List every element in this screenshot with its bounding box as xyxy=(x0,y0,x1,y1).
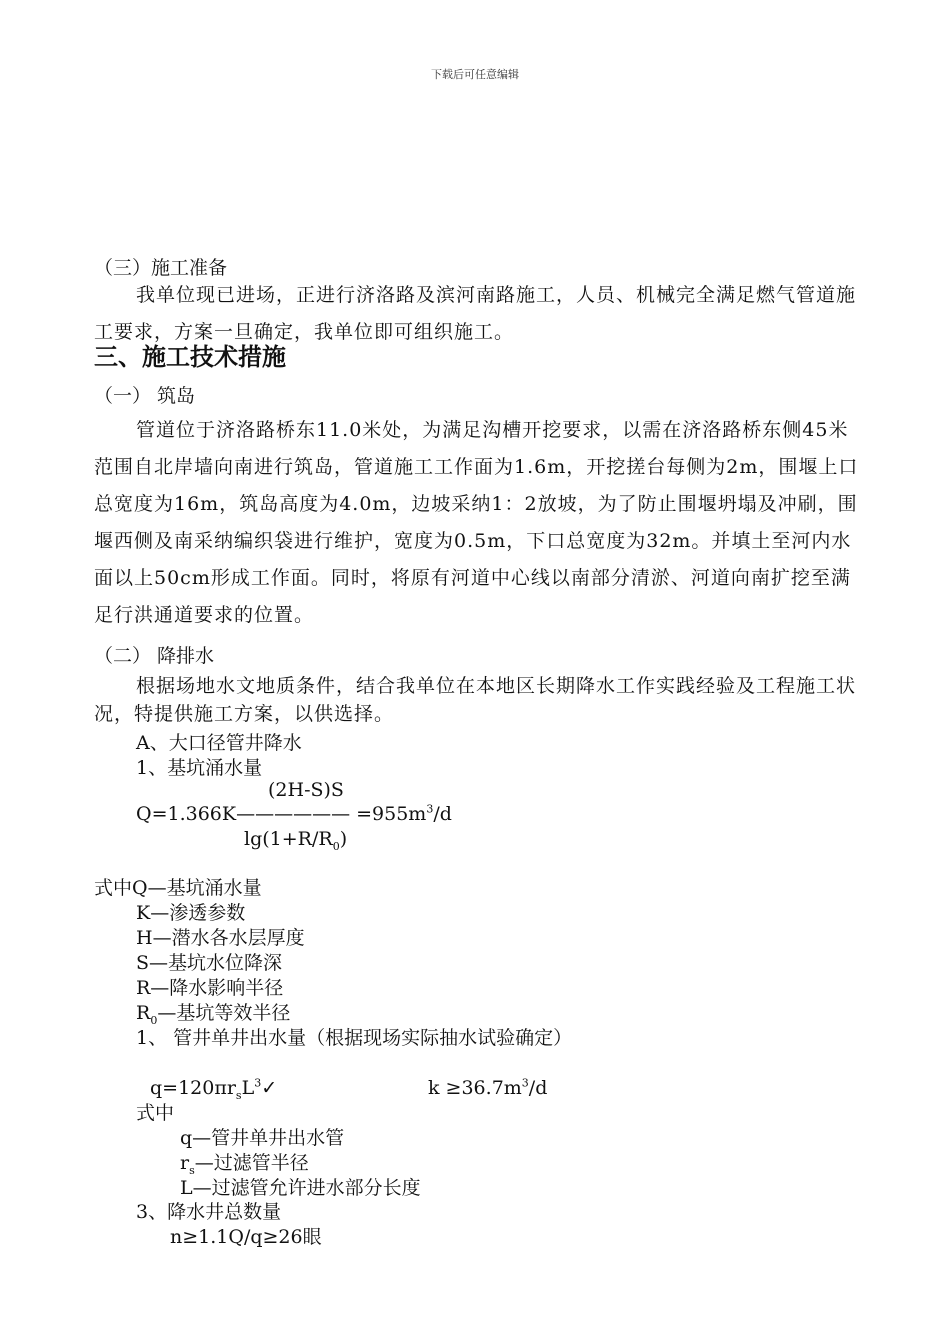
section-prep-title: （三）施工准备 xyxy=(94,257,228,279)
where-2-q: q—管井单井出水管 xyxy=(180,1127,345,1149)
where-2-label: 式中 xyxy=(136,1102,175,1124)
where-r: R—降水影响半径 xyxy=(136,977,284,999)
item-1-title: 1、基坑涌水量 xyxy=(136,757,263,779)
where-k: K—渗透参数 xyxy=(136,902,246,924)
formula-1-numerator: (2H-S)S xyxy=(268,779,344,801)
formula-3: n≥1.1Q/q≥26眼 xyxy=(170,1226,322,1248)
section-1-title: （一） 筑岛 xyxy=(94,385,196,407)
page-header: 下载后可任意编辑 xyxy=(431,68,519,81)
item-2-title: 1、 管井单井出水量（根据现场实际抽水试验确定） xyxy=(136,1027,573,1049)
formula-2: $q=120\pi r_sL^3✓$ xyxy=(150,1076,278,1102)
formula-1-denominator: $\lg(1+R/R_0)$ xyxy=(244,828,348,853)
where-q: 式中Q—基坑涌水量 xyxy=(94,877,262,899)
formula-2-k: $k \ge 36.7m^3/d$ xyxy=(428,1076,548,1099)
method-a-title: A、大口径管井降水 xyxy=(136,732,302,754)
section-2-title: （二） 降排水 xyxy=(94,645,215,667)
chapter-title: 三、施工技术措施 xyxy=(94,342,286,371)
section-1-body: 管道位于济洛路桥东11.0米处，为满足沟槽开挖要求，以需在济洛路桥东侧45米范围自北岸墙向南进行筑岛，管道施工工作面为1.6m，开挖搓台每侧为2m，围堰上口总宽度为16m，筑岛高度为4.0m，边坡采纳1：2放坡，为了防止围堰坍塌及冲刷，围堰西侧及南采纳编织袋进行维护，宽度为0.5m，下口总宽度为32m。并填土至河内水面以上50cm形成工作面。同时，将原有河道中心线以南部分清淤、河道向南扩挖至满足行洪通道要求的位置。 xyxy=(94,419,859,626)
where-r0: $R_0—$基坑等效半径 xyxy=(136,1002,291,1027)
where-h: H—潜水各水层厚度 xyxy=(136,927,305,949)
formula-1-main: Q=1.366K—————— $=955m^3/d$ xyxy=(136,802,452,825)
item-3-title: 3、降水井总数量 xyxy=(136,1201,282,1223)
section-2-body: 根据场地水文地质条件，结合我单位在本地区长期降水工作实践经验及工程施工状况，特提供施工方案，以供选择。 xyxy=(94,675,857,725)
where-2-rs: $r_s—$过滤管半径 xyxy=(180,1152,309,1177)
where-s: S—基坑水位降深 xyxy=(136,952,283,974)
where-2-l: L—过滤管允许进水部分长度 xyxy=(180,1177,421,1199)
section-prep-body: 我单位现已进场，正进行济洛路及滨河南路施工，人员、机械完全满足燃气管道施工要求，方案一旦确定，我单位即可组织施工。 xyxy=(94,284,857,343)
